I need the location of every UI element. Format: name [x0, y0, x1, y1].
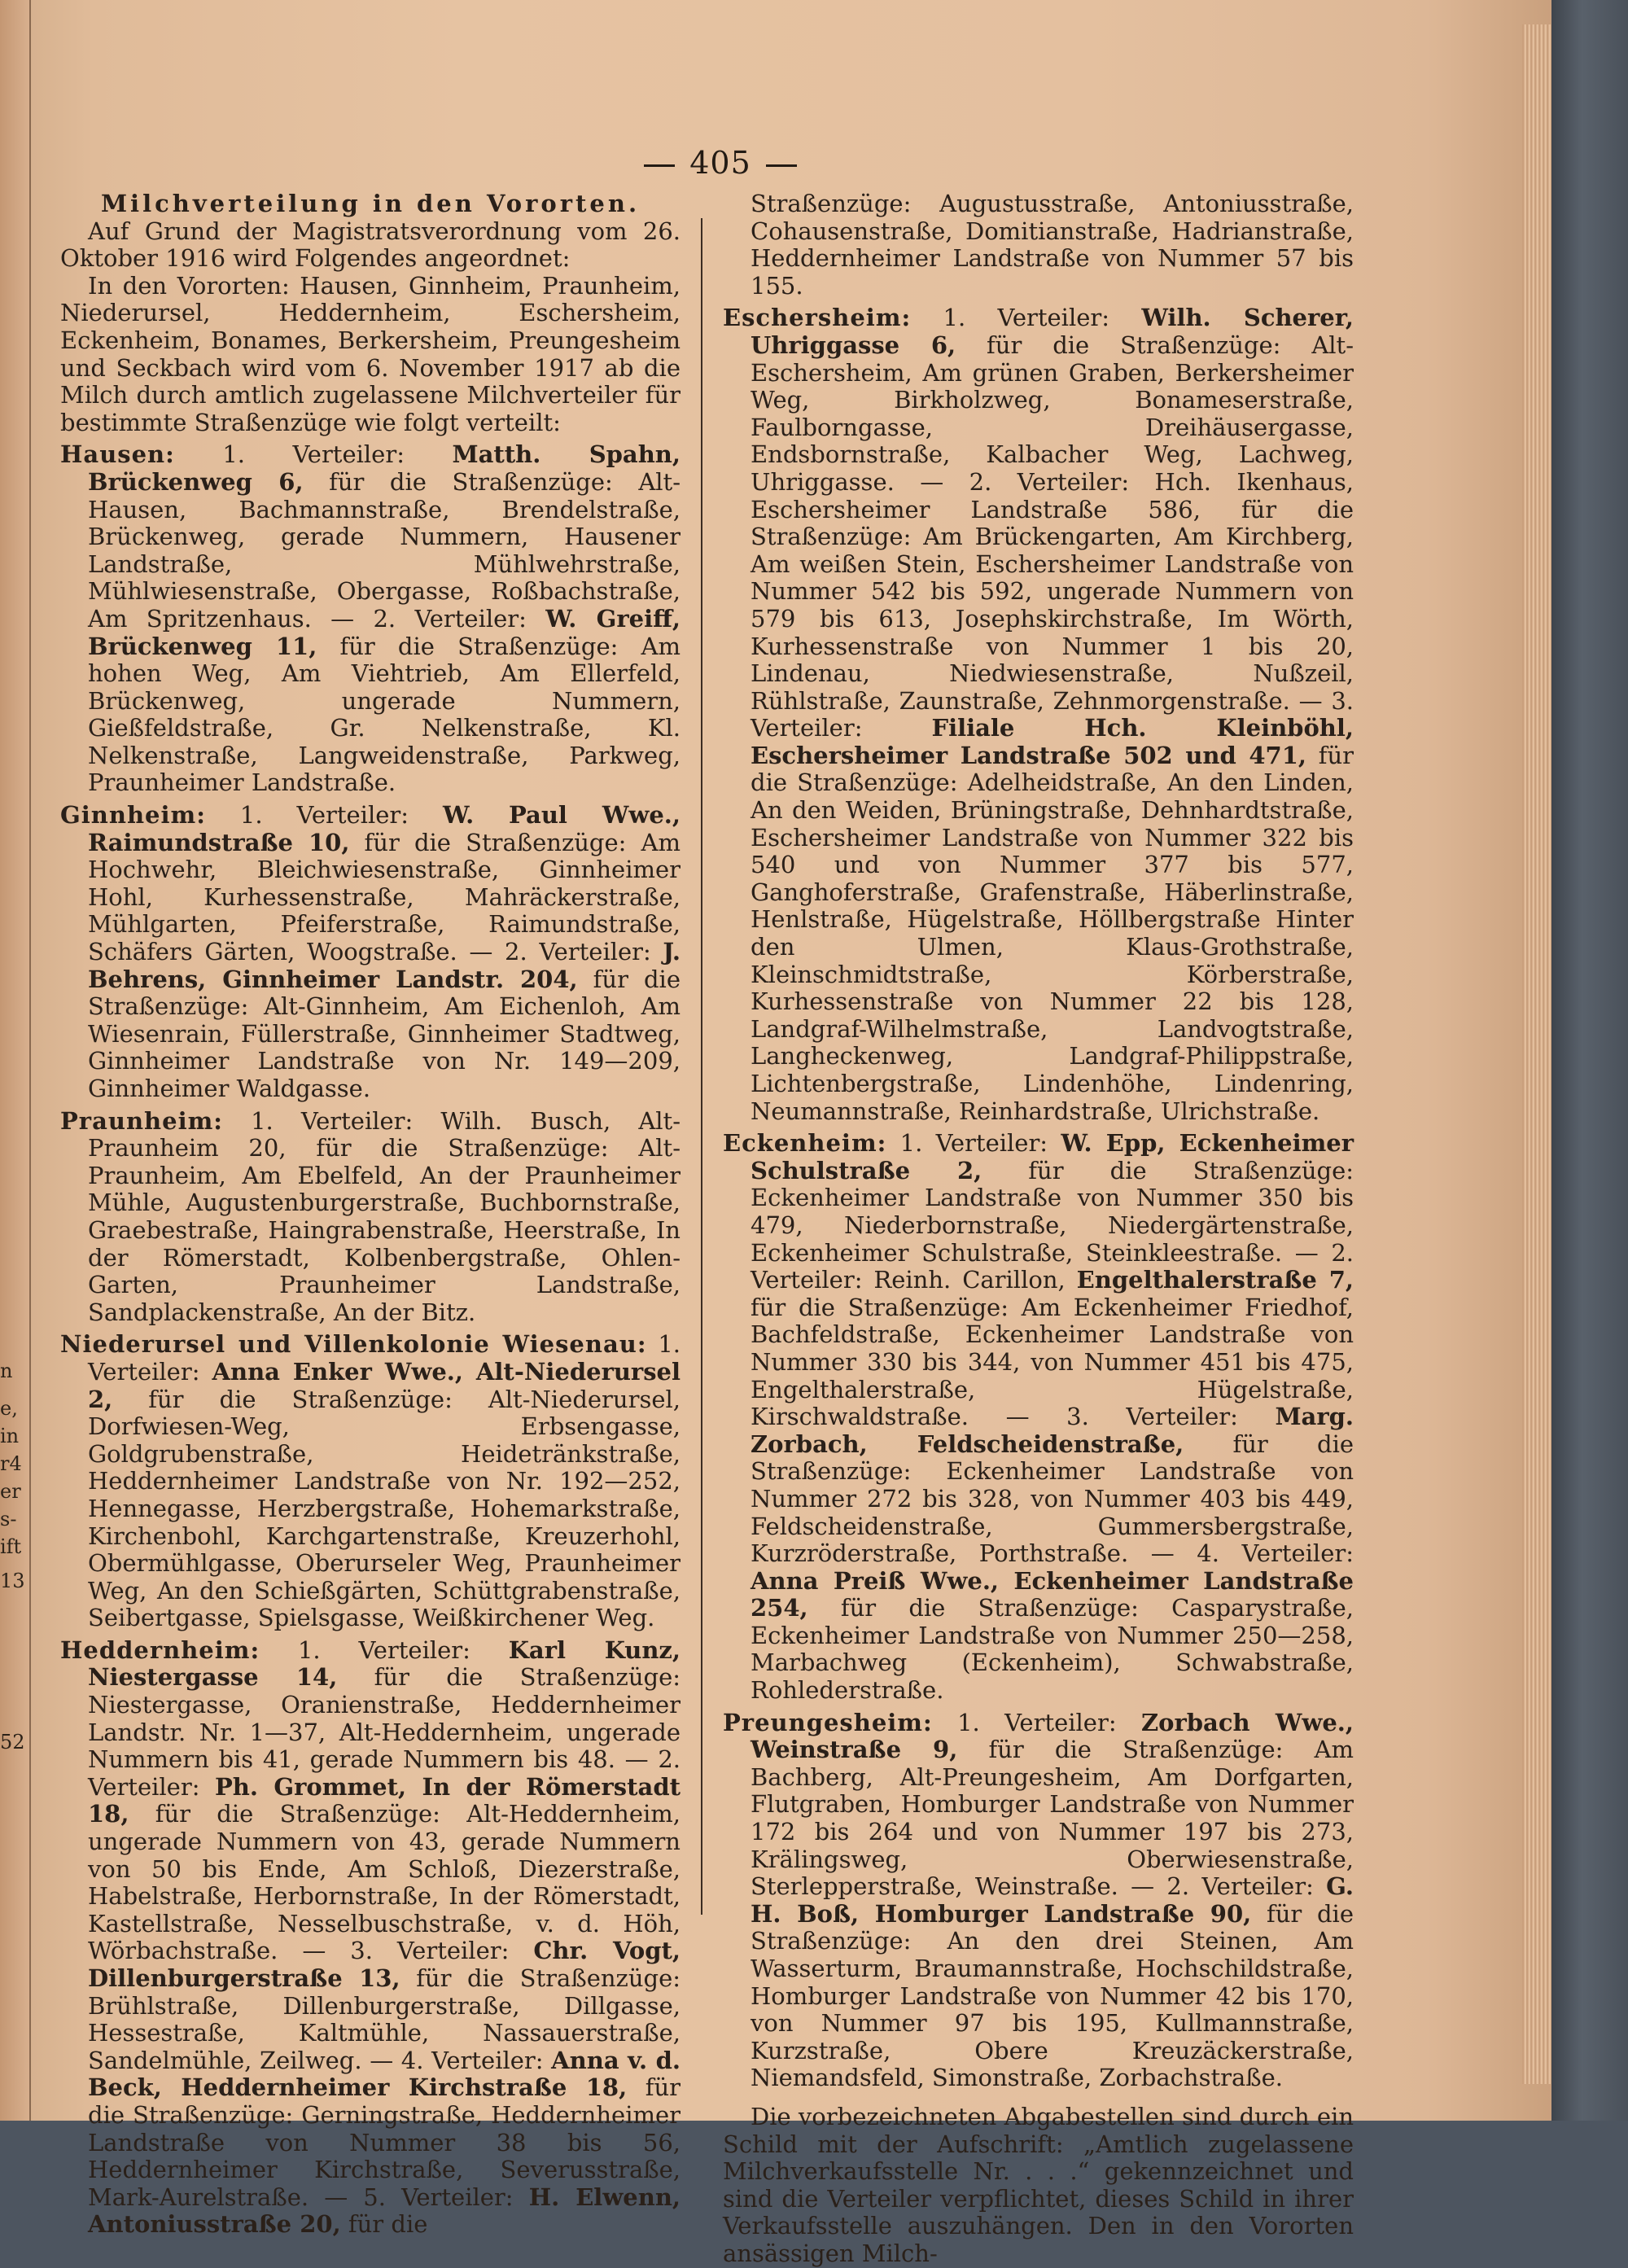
place-name: Eschersheim: [723, 304, 912, 332]
intro-paragraph: Auf Grund der Magistratsverordnung vom 26. Oktober 1916 wird Folgendes angeordnet: [60, 217, 681, 273]
margin-fragment: ift [0, 1535, 22, 1558]
distributor-name: H. Elwenn, Antoniusstraße 20, [88, 2183, 681, 2239]
entry-eckenheim [723, 1130, 1354, 1704]
margin-fragment: s- [0, 1508, 17, 1530]
distributor-name: J. Behrens, Ginnheimer Landstr. 204, [88, 938, 681, 993]
page-fore-edge [1522, 24, 1555, 2084]
entry-text: für die Straßenzüge: Am hohen Weg, Am Viehtrieb, Am Ellerfeld, Brückenweg, ungerade Nummern, Gießfeldstraße, Gr. Nelkenstraße, Kl. Nelkenstraße, Langweidenstraße, Parkweg, Praunheimer Landstraße. [88, 632, 681, 797]
intro-paragraph-2: In den Vororten: Hausen, Ginnheim, Praunheim, Niederursel, Heddernheim, Eschersheim, Eckenheim, Bonames, Berkersheim, Preungesheim und Seckbach wird vom 6. November 1917 ab die Milch durch amtlich zugelassene Milchverteiler für bestimmte Straßenzüge wie folgt verteilt: [60, 271, 681, 436]
place-name: Niederursel und Villenkolonie Wiesenau: [60, 1330, 647, 1359]
entry-text: für die Straßenzüge: Am Eckenheimer Friedhof, Bachfeldstraße, Eckenheimer Landstraße von Nummer 330 bis 344, von Nummer 451 bis 475, Engelthalerstraße, Hügelstraße, Kirschwaldstraße. — 3. Verteiler: [751, 1293, 1354, 1431]
page-number [0, 145, 1441, 181]
distributor-name: Anna v. d. Beck, Heddernheimer Kirchstraße 18, [88, 2046, 681, 2102]
entry-text: 1. Verteiler: [886, 1129, 1061, 1158]
place-name: Ginnheim: [60, 801, 206, 830]
distributor-name: W. Paul Wwe., Raimundstraße 10, [88, 801, 681, 856]
entry-ginnheim [60, 802, 681, 1103]
entry-text: für die Straßenzüge: Eckenheimer Landstraße von Nummer 350 bis 479, Niederbornstraße, Niedergärtenstraße, Eckenheimer Schulstraße, Steinkleestraße. — 2. Verteiler: Reinh. Carillon, [751, 1156, 1354, 1294]
distributor-name: Anna Preiß Wwe., Eckenheimer Landstraße 254, [751, 1566, 1354, 1622]
distributor-name: Ph. Grommet, In der Römerstadt 18, [88, 1772, 681, 1828]
entry-niederursel [60, 1331, 681, 1632]
entry-heddernheim [60, 1637, 681, 2239]
dash-left [644, 164, 675, 167]
entry-text: für die Straßenzüge: Am Hochwehr, Bleichwiesenstraße, Ginnheimer Hohl, Kurhessenstraße, Mahräckerstraße, Mühlgarten, Pfeiferstraße, Raimundstraße, Schäfers Gärten, Woogstraße. — 2. Verteiler: [88, 828, 681, 966]
entry-text: für die Straßenzüge: Am Bachberg, Alt-Preungesheim, Am Dorfgarten, Flutgraben, Homburger Landstraße von Nummer 172 bis 264 und von Nummer 197 bis 273, Krälingsweg, Oberwiesenstraße, Sterlepperstraße, Weinstraße. — 2. Verteiler: [751, 1736, 1354, 1901]
dash-right [766, 164, 797, 167]
distributor-name: W. Greiff, Brückenweg 11, [88, 604, 681, 660]
entry-text: für die Straßenzüge: An den drei Steinen, Am Wasserturm, Braumannstraße, Hochschildstraße, Homburger Landstraße von Nummer 42 bis 170, von Nummer 97 bis 195, Kullmannstraße, Kurzstraße, Obere Kreuzäckerstraße, Niemandsfeld, Simonstraße, Zorbachstraße. [751, 1899, 1354, 2092]
entry-text: 1. Verteiler: [260, 1635, 509, 1664]
entry-preungesheim [723, 1710, 1354, 2092]
margin-fragment: r4 [0, 1452, 22, 1475]
entry-text: 1. Verteiler: [88, 1330, 681, 1386]
distributor-name: Chr. Vogt, Dillenburgerstraße 13, [88, 1937, 681, 1992]
entry-text: 1. Verteiler: [205, 801, 444, 830]
page-number-text: 405 [689, 145, 751, 181]
place-name: Praunheim: [60, 1106, 223, 1135]
article-title: Milchverteilung in den Vororten. [100, 190, 641, 217]
entry-text: für die Straßenzüge: Gerningstraße, Heddernheimer Landstraße von Nummer 38 bis 56, Heddernheimer Kirchstraße, Severusstraße, Mark-Aurelstraße. — 5. Verteiler: [88, 2073, 681, 2211]
distributor-name: Marg. Zorbach, Feldscheidenstraße, [751, 1403, 1354, 1458]
book-cover-edge [1551, 0, 1628, 2121]
entry-text: für die Straßenzüge: Alt-Heddernheim, ungerade Nummern von 43, gerade Nummern von 50 bis Ende, Am Schloß, Diezerstraße, Habelstraße, Herbornstraße, In der Römerstadt, Kastellstraße, Nesselbuschstraße, v. d. Höh, Wörbachstraße. — 3. Verteiler: [88, 1800, 681, 1965]
distributor-name: Matth. Spahn, Brückenweg 6, [88, 440, 681, 496]
distributor-name: Wilh. Scherer, Uhriggasse 6, [751, 304, 1354, 359]
distributor-name: Anna Enker Wwe., Alt-Niederursel 2, [88, 1357, 681, 1413]
entry-eschersheim [723, 304, 1354, 1125]
entry-text: für die Straßenzüge: Alt-Ginnheim, Am Eichenloh, Am Wiesenrain, Füllerstraße, Ginnheimer Stadtweg, Ginnheimer Landstraße von Nr. 149—209, Ginnheimer Waldgasse. [88, 965, 681, 1102]
distributor-name: Filiale Hch. Kleinböhl, Eschersheimer Landstraße 502 und 471, [751, 714, 1354, 769]
margin-fragment: in [0, 1425, 20, 1447]
entry-text: für die Straßenzüge: Brühlstraße, Dillenburgerstraße, Dillgasse, Hessestraße, Kaltmühle, Nassauerstraße, Sandelmühle, Zeilweg. — 4. Verteiler: [88, 1964, 681, 2074]
entry-text: für die Straßenzüge: Alt-Niederursel, Dorfwiesen-Weg, Erbsengasse, Goldgrubenstraße, Heidetränkstraße, Heddernheimer Landstraße von Nr. 192—252, Hennegasse, Herzbergstraße, Hohemarkstraße, Kirchenbohl, Karchgartenstraße, Kreuzerhohl, Obermühlgasse, Oberurseler Weg, Praunheimer Weg, An den Schießgärten, Schüttgrabenstraße, Seibertgasse, Spielsgasse, Weißkirchener Weg. [88, 1385, 681, 1632]
continuation-paragraph: Straßenzüge: Augustusstraße, Antoniusstraße, Cohausenstraße, Domitianstraße, Hadrianstraße, Heddernheimer Landstraße von Nummer 57 bis 155. [751, 190, 1354, 300]
entry-text: für die Straßenzüge: Eckenheimer Landstraße von Nummer 272 bis 328, von Nummer 403 bis 449, Feldscheidenstraße, Gummersbergstraße, Kurzröderstraße, Porthstraße. — 4. Verteiler: [751, 1430, 1354, 1568]
entry-text: für die Straßenzüge: Alt-Hausen, Bachmannstraße, Brendelstraße, Brückenweg, gerade Nummern, Hausener Landstraße, Mühlwehrstraße, Mühlwiesenstraße, Obergasse, Roßbachstraße, Am Spritzenhaus. — 2. Verteiler: [88, 467, 681, 633]
entry-hausen [60, 441, 681, 797]
closing-paragraph: Die vorbezeichneten Abgabestellen sind durch ein Schild mit der Aufschrift: „Amtlich zugelassene Milchverkaufsstelle Nr. . . .“ gekennzeichnet und sind die Verteiler verpflichtet, dieses Schild in ihrer Verkaufsstelle auszuhängen. Den in den Vororten ansässigen Milch- [723, 2102, 1354, 2267]
distributor-name: W. Epp, Eckenheimer Schulstraße 2, [751, 1129, 1354, 1184]
entry-praunheim [60, 1108, 681, 1327]
margin-fragment: er [0, 1480, 21, 1503]
margin-fragment: e, [0, 1397, 18, 1420]
entry-text: für die Straßenzüge: Adelheidstraße, An den Linden, An den Weiden, Brüningstraße, Dehnhardtstraße, Eschersheimer Landstraße von Nummer 322 bis 540 und von Nummer 377 bis 577, Ganghoferstraße, Grafenstraße, Häberlinstraße, Henlstraße, Hügelstraße, Höllbergstraße Hinter den Ulmen, Klaus-Grothstraße, Kleinschmidtstraße, Körberstraße, Kurhessenstraße von Nummer 22 bis 128, Landgraf-Wilhelmstraße, Landvogtstraße, Langheckenweg, Landgraf-Philippstraße, Lichtenbergstraße, Lindenhöhe, Lindenring, Neumannstraße, Reinhardstraße, Ulrichstraße. [751, 741, 1354, 1125]
entry-text: 1. Verteiler: [911, 304, 1142, 332]
distributor-name: Zorbach Wwe., Weinstraße 9, [751, 1708, 1354, 1764]
entry-text: 1. Verteiler: [174, 440, 453, 469]
left-column [60, 190, 681, 2239]
place-name: Preungesheim: [723, 1708, 933, 1736]
distributor-name: Karl Kunz, Niestergasse 14, [88, 1635, 681, 1692]
column-divider [701, 218, 702, 1915]
distributor-name: G. H. Boß, Homburger Landstraße 90, [751, 1872, 1354, 1928]
right-column [723, 190, 1354, 2268]
entry-text: für die [340, 2210, 428, 2239]
entry-text: 1. Verteiler: [932, 1708, 1141, 1736]
margin-fragment: 13 [0, 1570, 25, 1592]
place-name: Heddernheim: [60, 1635, 260, 1664]
previous-page-edge [0, 0, 31, 2121]
distributor-name: Engelthalerstraße 7, [1076, 1266, 1354, 1294]
entry-text: für die Straßenzüge: Alt-Eschersheim, Am grünen Graben, Berkersheimer Weg, Birkholzweg, Bonameserstraße, Faulborngasse, Dreihäusergasse, Endsbornstraße, Kalbacher Weg, Lachweg, Uhriggasse. — 2. Verteiler: Hch. Ikenhaus, Eschersheimer Landstraße 586, für die Straßenzüge: Am Brückengarten, Am Kirchberg, Am weißen Stein, Eschersheimer Landstraße von Nummer 542 bis 592, ungerade Nummern von 579 bis 613, Josephskirchstraße, Im Wörth, Kurhessenstraße von Nummer 1 bis 20, Lindenau, Niedwiesenstraße, Nußzeil, Rühlstraße, Zaunstraße, Zehnmorgenstraße. — 3. Verteiler: [751, 331, 1354, 742]
margin-fragment: 52 [0, 1731, 25, 1754]
place-name: Eckenheim: [723, 1129, 887, 1158]
entry-text: für die Straßenzüge: Niestergasse, Oranienstraße, Heddernheimer Landstr. Nr. 1—37, Alt-Heddernheim, ungerade Nummern bis 41, gerade Nummern bis 48. — 2. Verteiler: [88, 1663, 681, 1801]
margin-fragment: n [0, 1359, 13, 1382]
place-name: Hausen: [60, 440, 175, 469]
entry-text: für die Straßenzüge: Casparystraße, Eckenheimer Landstraße von Nummer 250—258, Marbachweg (Eckenheim), Schwabstraße, Rohlederstraße. [751, 1594, 1354, 1705]
entry-text: 1. Verteiler: Wilh. Busch, Alt-Praunheim 20, für die Straßenzüge: Alt-Praunheim, Am Ebelfeld, An der Praunheimer Mühle, Augustenburgerstraße, Buchbornstraße, Graebestraße, Haingrabenstraße, Heerstraße, In der Römerstadt, Kolbenbergstraße, Ohlen-Garten, Praunheimer Landstraße, Sandplackenstraße, An der Bitz. [88, 1106, 681, 1326]
